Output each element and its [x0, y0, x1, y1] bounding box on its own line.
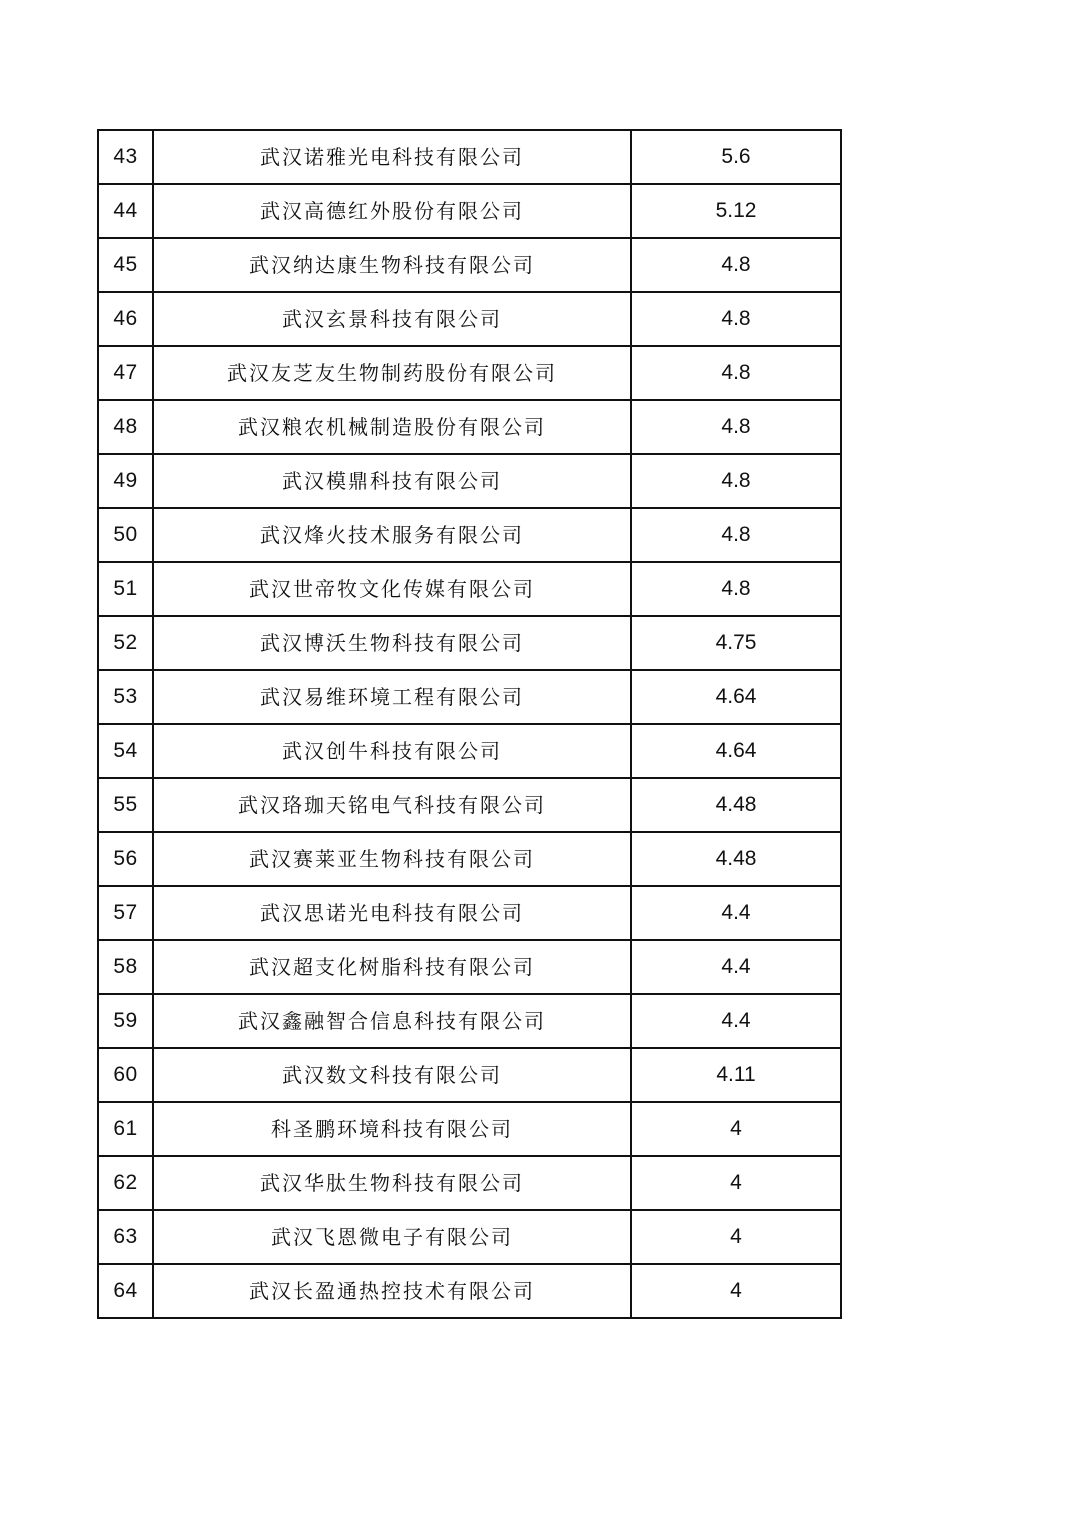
row-value: 4.8 — [631, 346, 841, 400]
row-number: 62 — [98, 1156, 153, 1210]
table-row — [98, 724, 841, 778]
company-name: 武汉玄景科技有限公司 — [153, 292, 631, 346]
company-name: 武汉模鼎科技有限公司 — [153, 454, 631, 508]
row-value: 5.12 — [631, 184, 841, 238]
row-number: 59 — [98, 994, 153, 1048]
table-row — [98, 346, 841, 400]
company-name: 武汉创牛科技有限公司 — [153, 724, 631, 778]
row-number: 48 — [98, 400, 153, 454]
row-number: 52 — [98, 616, 153, 670]
row-value: 4.8 — [631, 508, 841, 562]
table-row — [98, 130, 841, 184]
table-row — [98, 1048, 841, 1102]
row-value: 4 — [631, 1156, 841, 1210]
row-number: 46 — [98, 292, 153, 346]
table-row — [98, 832, 841, 886]
table-row — [98, 1264, 841, 1318]
row-value: 4.64 — [631, 724, 841, 778]
company-name: 武汉烽火技术服务有限公司 — [153, 508, 631, 562]
table-row — [98, 886, 841, 940]
row-number: 53 — [98, 670, 153, 724]
company-name: 武汉数文科技有限公司 — [153, 1048, 631, 1102]
company-name: 武汉诺雅光电科技有限公司 — [153, 130, 631, 184]
row-value: 4.4 — [631, 940, 841, 994]
company-name: 武汉高德红外股份有限公司 — [153, 184, 631, 238]
company-table-body — [98, 130, 841, 1318]
table-row — [98, 238, 841, 292]
row-number: 51 — [98, 562, 153, 616]
company-name: 科圣鹏环境科技有限公司 — [153, 1102, 631, 1156]
table-row — [98, 940, 841, 994]
row-number: 47 — [98, 346, 153, 400]
table-row — [98, 292, 841, 346]
company-name: 武汉赛莱亚生物科技有限公司 — [153, 832, 631, 886]
row-value: 4.64 — [631, 670, 841, 724]
table-row — [98, 994, 841, 1048]
company-name: 武汉粮农机械制造股份有限公司 — [153, 400, 631, 454]
row-value: 4.75 — [631, 616, 841, 670]
row-number: 57 — [98, 886, 153, 940]
company-table — [97, 129, 842, 1319]
table-row — [98, 400, 841, 454]
company-name: 武汉超支化树脂科技有限公司 — [153, 940, 631, 994]
row-number: 58 — [98, 940, 153, 994]
row-value: 4 — [631, 1102, 841, 1156]
row-number: 60 — [98, 1048, 153, 1102]
row-value: 4.8 — [631, 238, 841, 292]
row-number: 49 — [98, 454, 153, 508]
row-number: 43 — [98, 130, 153, 184]
row-value: 4.11 — [631, 1048, 841, 1102]
company-name: 武汉纳达康生物科技有限公司 — [153, 238, 631, 292]
row-number: 50 — [98, 508, 153, 562]
company-name: 武汉世帝牧文化传媒有限公司 — [153, 562, 631, 616]
table-row — [98, 508, 841, 562]
row-value: 4.48 — [631, 832, 841, 886]
row-number: 45 — [98, 238, 153, 292]
row-number: 63 — [98, 1210, 153, 1264]
row-value: 4.4 — [631, 994, 841, 1048]
table-row — [98, 1210, 841, 1264]
row-value: 4.48 — [631, 778, 841, 832]
row-value: 4.8 — [631, 292, 841, 346]
table-row — [98, 562, 841, 616]
company-name: 武汉鑫融智合信息科技有限公司 — [153, 994, 631, 1048]
company-name: 武汉飞恩微电子有限公司 — [153, 1210, 631, 1264]
row-number: 44 — [98, 184, 153, 238]
row-value: 4 — [631, 1210, 841, 1264]
row-number: 61 — [98, 1102, 153, 1156]
table-row — [98, 1102, 841, 1156]
row-value: 4.4 — [631, 886, 841, 940]
row-number: 54 — [98, 724, 153, 778]
table-row — [98, 778, 841, 832]
company-name: 武汉易维环境工程有限公司 — [153, 670, 631, 724]
company-name: 武汉友芝友生物制药股份有限公司 — [153, 346, 631, 400]
row-value: 4.8 — [631, 400, 841, 454]
row-number: 64 — [98, 1264, 153, 1318]
company-name: 武汉博沃生物科技有限公司 — [153, 616, 631, 670]
row-number: 55 — [98, 778, 153, 832]
table-row — [98, 454, 841, 508]
row-value: 4.8 — [631, 454, 841, 508]
company-name: 武汉长盈通热控技术有限公司 — [153, 1264, 631, 1318]
company-name: 武汉华肽生物科技有限公司 — [153, 1156, 631, 1210]
company-name: 武汉珞珈天铭电气科技有限公司 — [153, 778, 631, 832]
row-value: 4 — [631, 1264, 841, 1318]
company-name: 武汉思诺光电科技有限公司 — [153, 886, 631, 940]
row-value: 4.8 — [631, 562, 841, 616]
row-number: 56 — [98, 832, 153, 886]
row-value: 5.6 — [631, 130, 841, 184]
table-row — [98, 184, 841, 238]
table-row — [98, 616, 841, 670]
table-row — [98, 1156, 841, 1210]
table-row — [98, 670, 841, 724]
